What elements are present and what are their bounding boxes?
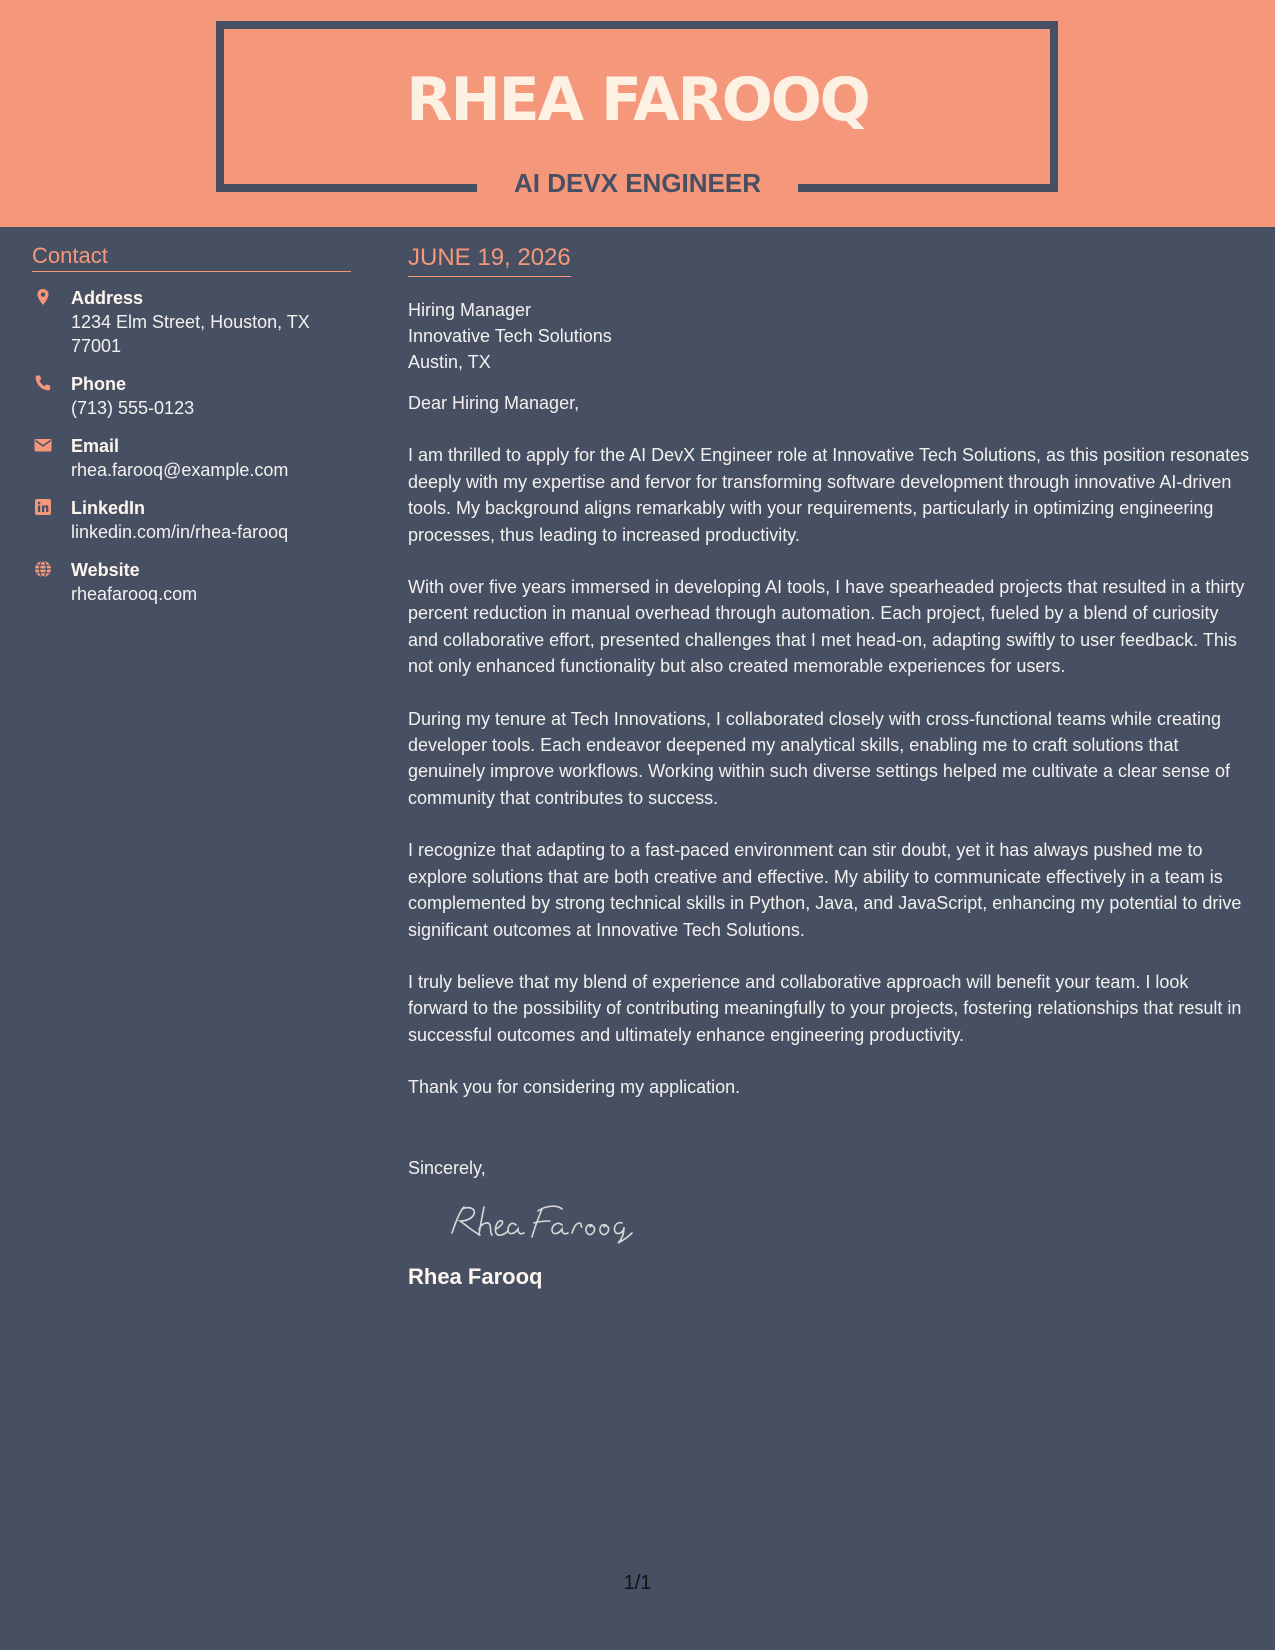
contact-label-website: Website (71, 560, 140, 580)
contact-value-email: rhea.farooq@example.com (71, 460, 289, 480)
salutation: Dear Hiring Manager, (408, 393, 580, 413)
body-paragraph: I truly believe that my blend of experience and collaborative approach will benefit your team. I look forward to the possibility of contributing meaningfully to your projects, fostering relationships that result in successful outcomes and ultimately enhance engineering productivity. (408, 971, 1242, 1045)
closing: Sincerely, (408, 1157, 486, 1178)
body-paragraph: During my tenure at Tech Innovations, I collaborated closely with cross-functional teams while creating developer tools. Each endeavor deepened my analytical skills, enabling me to craft solutions that genuinely improve workflows. Working within such diverse settings helped me cultivate a clear sense of community that contributes to success. (408, 708, 1231, 808)
body-paragraph: I am thrilled to apply for the AI DevX Engineer role at Innovative Tech Solutions, as this position resonates deeply with my expertise and fervor for transforming software development through innovative AI-driven tools. My background aligns remarkably with your requirements, particularly in optimizing engineering processes, thus leading to increased productivity. (408, 445, 1250, 545)
header-banner (0, 0, 1275, 227)
job-title: AI DEVX ENGINEER (513, 168, 762, 198)
contact-value-website: rheafarooq.com (71, 584, 198, 604)
recipient-block (408, 297, 1253, 375)
contact-label-linkedin: LinkedIn (71, 498, 146, 518)
contact-item-phone (32, 372, 351, 420)
body-paragraph: With over five years immersed in developing AI tools, I have spearheaded projects that resulted in a thirty percent reduction in manual overhead through automation. Each project, fueled by a blend of curiosity and collaborative effort, presented challenges that I met head-on, adapting swiftly to user feedback. This not only enhanced functionality but also created memorable experiences for users. (408, 577, 1245, 677)
contact-value-phone: (713) 555-0123 (71, 398, 195, 418)
contact-item-linkedin (32, 496, 351, 544)
body-paragraph: I recognize that adapting to a fast-paced environment can stir doubt, yet it has always pushed me to explore solutions that are both creative and effective. My ability to communicate effectively in a team is complemented by strong technical skills in Python, Java, and JavaScript, enhancing my potential to drive significant outcomes at Innovative Tech Solutions. (408, 840, 1242, 940)
contact-heading: Contact (32, 244, 351, 272)
body-paragraph: Thank you for considering my application. (408, 1077, 741, 1098)
handwritten-signature (446, 1199, 646, 1245)
recipient-line: Innovative Tech Solutions (408, 326, 612, 346)
linkedin-icon (34, 498, 52, 516)
contact-sidebar (32, 244, 351, 606)
contact-label-address: Address (71, 288, 144, 308)
applicant-name: RHEA FAROOQ (406, 65, 869, 135)
contact-value-linkedin: linkedin.com/in/rhea-farooq (71, 522, 289, 542)
letter-date: JUNE 19, 2026 (408, 244, 571, 277)
contact-item-address (32, 286, 351, 358)
contact-item-website (32, 558, 351, 606)
envelope-icon (34, 436, 52, 454)
recipient-line: Hiring Manager (408, 300, 532, 320)
signed-name: Rhea Farooq (408, 1263, 543, 1289)
contact-value-address: 1234 Elm Street, Houston, TX 77001 (71, 312, 310, 356)
contact-label-email: Email (71, 436, 120, 456)
contact-label-phone: Phone (71, 374, 127, 394)
page-number: 1/1 (623, 1572, 652, 1594)
letter-body (408, 244, 1253, 1291)
recipient-line: Austin, TX (408, 352, 491, 372)
contact-item-email (32, 434, 351, 482)
globe-icon (34, 560, 52, 578)
map-pin-icon (34, 288, 52, 306)
phone-icon (34, 374, 52, 392)
